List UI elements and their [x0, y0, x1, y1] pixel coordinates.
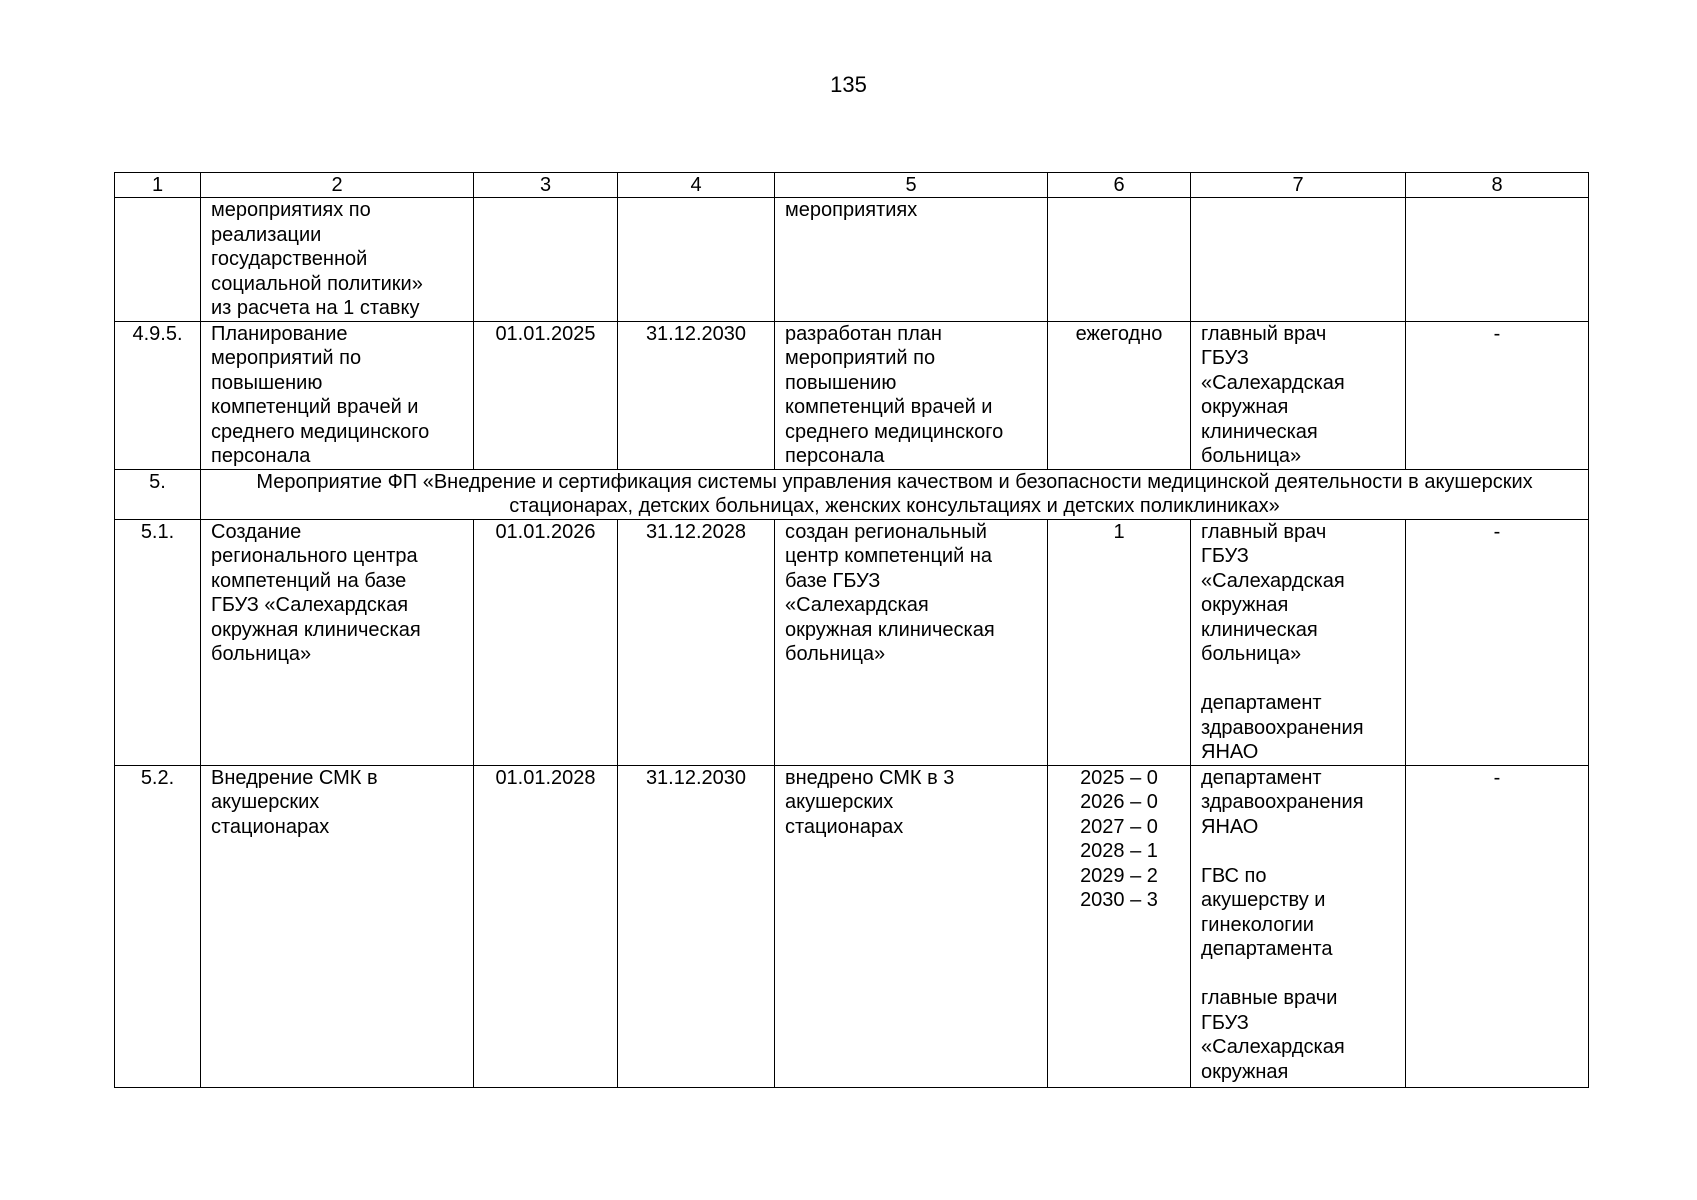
measure-name: Создание регионального центра компетенций на базе ГБУЗ «Салехардская окружная клиническая больница»: [201, 519, 474, 765]
page-number: 135: [830, 72, 867, 97]
column-number: 4: [618, 173, 775, 198]
column-number: 6: [1048, 173, 1191, 198]
indicator: ежегодно: [1048, 321, 1191, 469]
note: -: [1406, 765, 1589, 1087]
indicator: 1: [1048, 519, 1191, 765]
result: создан региональный центр компетенций на базе ГБУЗ «Салехардская окружная клиническая больница»: [775, 519, 1048, 765]
row-number: 5.1.: [115, 519, 201, 765]
result: внедрено СМК в 3 акушерских стационарах: [775, 765, 1048, 1087]
column-number: 1: [115, 173, 201, 198]
table-row: [115, 765, 1589, 1087]
row-number: 4.9.5.: [115, 321, 201, 469]
end-date: [618, 198, 775, 322]
responsible: главный врач ГБУЗ «Салехардская окружная клиническая больница»: [1191, 321, 1406, 469]
note: -: [1406, 321, 1589, 469]
responsible: департамент здравоохранения ЯНАО ГВС по акушерству и гинекологии департамента главные врачи ГБУЗ «Салехардская окружная: [1191, 765, 1406, 1087]
column-number: 8: [1406, 173, 1589, 198]
indicator: 2025 – 0 2026 – 0 2027 – 0 2028 – 1 2029 – 2 2030 – 3: [1048, 765, 1191, 1087]
table-row: [115, 519, 1589, 765]
note: [1406, 198, 1589, 322]
end-date: 31.12.2030: [618, 321, 775, 469]
start-date: 01.01.2028: [474, 765, 618, 1087]
section-title: Мероприятие ФП «Внедрение и сертификация системы управления качеством и безопасности медицинской деятельности в акушерских стационарах, детских больницах, женских консультациях и детских поликлиниках»: [201, 469, 1589, 519]
responsible: главный врач ГБУЗ «Салехардская окружная клиническая больница» департамент здравоохранения ЯНАО: [1191, 519, 1406, 765]
end-date: 31.12.2028: [618, 519, 775, 765]
column-number: 5: [775, 173, 1048, 198]
measures-table: [114, 172, 1589, 1088]
section-row: [115, 469, 1589, 519]
result: мероприятиях: [775, 198, 1048, 322]
column-number-row: [115, 173, 1589, 198]
column-number: 7: [1191, 173, 1406, 198]
table-row: [115, 198, 1589, 322]
result: разработан план мероприятий по повышению компетенций врачей и среднего медицинского персонала: [775, 321, 1048, 469]
note: -: [1406, 519, 1589, 765]
section-number: 5.: [115, 469, 201, 519]
start-date: [474, 198, 618, 322]
start-date: 01.01.2025: [474, 321, 618, 469]
table-row: [115, 321, 1589, 469]
row-number: [115, 198, 201, 322]
row-number: 5.2.: [115, 765, 201, 1087]
measure-name: Внедрение СМК в акушерских стационарах: [201, 765, 474, 1087]
column-number: 3: [474, 173, 618, 198]
indicator: [1048, 198, 1191, 322]
measure-name: Планирование мероприятий по повышению компетенций врачей и среднего медицинского персонала: [201, 321, 474, 469]
column-number: 2: [201, 173, 474, 198]
start-date: 01.01.2026: [474, 519, 618, 765]
end-date: 31.12.2030: [618, 765, 775, 1087]
measure-name: мероприятиях по реализации государственной социальной политики» из расчета на 1 ставку: [201, 198, 474, 322]
responsible: [1191, 198, 1406, 322]
